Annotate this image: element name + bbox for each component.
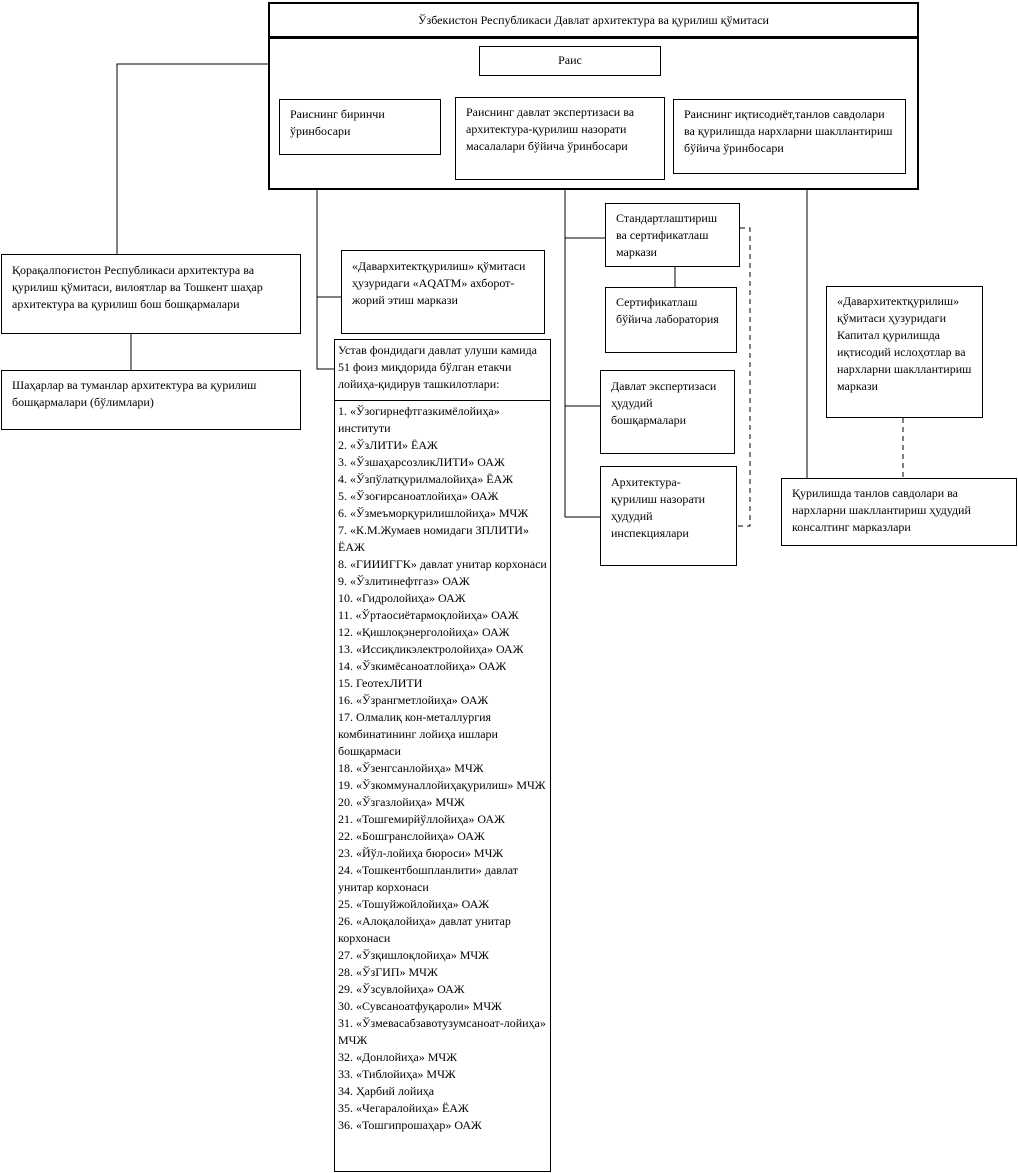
list-item: 21. «Тошгемирйўллойиҳа» ОАЖ — [338, 812, 505, 826]
list-item: 16. «Ўзрангметлойиҳа» ОАЖ — [338, 693, 489, 707]
connector-second-deputy-branch — [565, 180, 605, 517]
list-item: 5. «Ўзоғирсаноатлойиҳа» ОАЖ — [338, 489, 499, 503]
pricing-center-box: «Давархитектқурилиш» қўмитаси ҳузуридаги Капитал қурилишда иқтисодий ислоҳотлар ва нархларни шакллантириш маркази — [826, 286, 983, 418]
dashed-standard-inspection — [737, 228, 750, 526]
list-item: 11. «Ўртаосиётармоқлойиҳа» ОАЖ — [338, 608, 519, 622]
list-item: 3. «ЎзшаҳарсозликЛИТИ» ОАЖ — [338, 455, 505, 469]
list-item: 2. «ЎзЛИТИ» ЁАЖ — [338, 438, 438, 452]
list-item: 36. «Тошгипрошаҳар» ОАЖ — [338, 1118, 482, 1132]
second-deputy-box: Раиснинг давлат экспертизаси ва архитектура-қурилиш назорати масалалари бўйича ўринбосари — [455, 97, 665, 180]
city-departments-box: Шаҳарлар ва туманлар архитектура ва қурилиш бошқармалари (бўлимлари) — [1, 370, 301, 430]
list-item: 30. «Сувсаноатфуқароли» МЧЖ — [338, 999, 502, 1013]
list-item: 12. «Қишлоқэнерголойиҳа» ОАЖ — [338, 625, 510, 639]
list-item: 24. «Тошкентбошпланлити» давлат унитар корхонаси — [338, 863, 518, 894]
aqatm-center-box: «Давархитектқурилиш» қўмитаси ҳузуридаги «AQATM» ахборот-жорий этиш маркази — [341, 250, 545, 334]
list-item: 20. «Ўзгазлойиҳа» МЧЖ — [338, 795, 465, 809]
list-item: 18. «Ўзенгсанлойиҳа» МЧЖ — [338, 761, 484, 775]
list-item: 35. «Чегаралойиҳа» ЁАЖ — [338, 1101, 469, 1115]
first-deputy-box: Раиснинг биринчи ўринбосари — [279, 99, 441, 155]
chairman-box: Раис — [479, 46, 661, 76]
list-item: 10. «Гидролойиҳа» ОАЖ — [338, 591, 466, 605]
regional-main-box: Қорақалпоғистон Республикаси архитектура ва қурилиш қўмитаси, вилоятлар ва Тошкент шаҳар архитектура ва қурилиш бош бошқармалари — [1, 254, 301, 334]
list-item: 17. Олмалиқ кон-металлургия комбинатининг лойиҳа ишлари бошқармаси — [338, 710, 498, 758]
list-item: 19. «Ўзкоммуналлойиҳақурилиш» МЧЖ — [338, 778, 546, 792]
standardization-center-box: Стандартлаштириш ва сертификатлаш маркази — [605, 203, 740, 267]
list-item: 32. «Донлойиҳа» МЧЖ — [338, 1050, 457, 1064]
list-item: 29. «Ўзсувлойиҳа» ОАЖ — [338, 982, 465, 996]
list-item: 14. «Ўзкимёсаноатлойиҳа» ОАЖ — [338, 659, 507, 673]
list-item: 4. «Ўзпўлатқурилмалойиҳа» ЁАЖ — [338, 472, 513, 486]
list-item: 8. «ГИИИГГК» давлат унитар корхонаси — [338, 557, 547, 571]
list-item: 7. «К.М.Жумаев номидаги ЗПЛИТИ» ЁАЖ — [338, 523, 529, 554]
list-item: 33. «Тиблойиҳа» МЧЖ — [338, 1067, 456, 1081]
page-title: Ўзбекистон Республикаси Давлат архитектура ва қурилиш қўмитаси — [268, 2, 919, 38]
list-item: 9. «Ўзлитинефтгаз» ОАЖ — [338, 574, 470, 588]
certification-lab-box: Сертификатлаш бўйича лаборатория — [605, 287, 737, 353]
list-item: 6. «Ўзмеъморқурилишлойиҳа» МЧЖ — [338, 506, 529, 520]
list-item: 27. «Ўзқишлоқлойиҳа» МЧЖ — [338, 948, 489, 962]
list-item: 23. «Йўл-лойиҳа бюроси» МЧЖ — [338, 846, 504, 860]
list-item: 25. «Тошуйжойлойиҳа» ОАЖ — [338, 897, 490, 911]
list-item: 13. «Иссиқликэлектролойиҳа» ОАЖ — [338, 642, 524, 656]
state-share-header: Устав фондидаги давлат улуши камида 51 фоиз миқдорида бўлган етакчи лойиҳа-қидирув ташкилотлари: — [334, 339, 551, 401]
list-item: 26. «Алоқалойиҳа» давлат унитар корхонаси — [338, 914, 511, 945]
consulting-centers-box: Қурилишда танлов савдолари ва нархларни шакллантириш ҳудудий консалтинг марказлари — [781, 478, 1017, 546]
list-item: 34. Ҳарбий лойиҳа — [338, 1084, 435, 1098]
construction-inspection-box: Архитектура-қурилиш назорати ҳудудий инспекциялари — [600, 466, 737, 566]
organizations-list — [334, 400, 551, 1172]
list-item: 1. «Ўзогирнефтгазкимёлойиҳа» институти — [338, 404, 500, 435]
list-item: 31. «Ўзмевасабзавотузумсаноат-лойиҳа» МЧЖ — [338, 1016, 546, 1047]
list-item: 15. ГеотехЛИТИ — [338, 676, 423, 690]
third-deputy-box: Раиснинг иқтисодиёт,танлов савдолари ва қурилишда нархларни шакллантириш бўйича ўринбосари — [673, 99, 906, 174]
list-item: 28. «ЎзГИП» МЧЖ — [338, 965, 438, 979]
state-expertise-box: Давлат экспертизаси ҳудудий бошқармалари — [600, 370, 735, 454]
list-item: 22. «Бошгранслойиҳа» ОАЖ — [338, 829, 485, 843]
